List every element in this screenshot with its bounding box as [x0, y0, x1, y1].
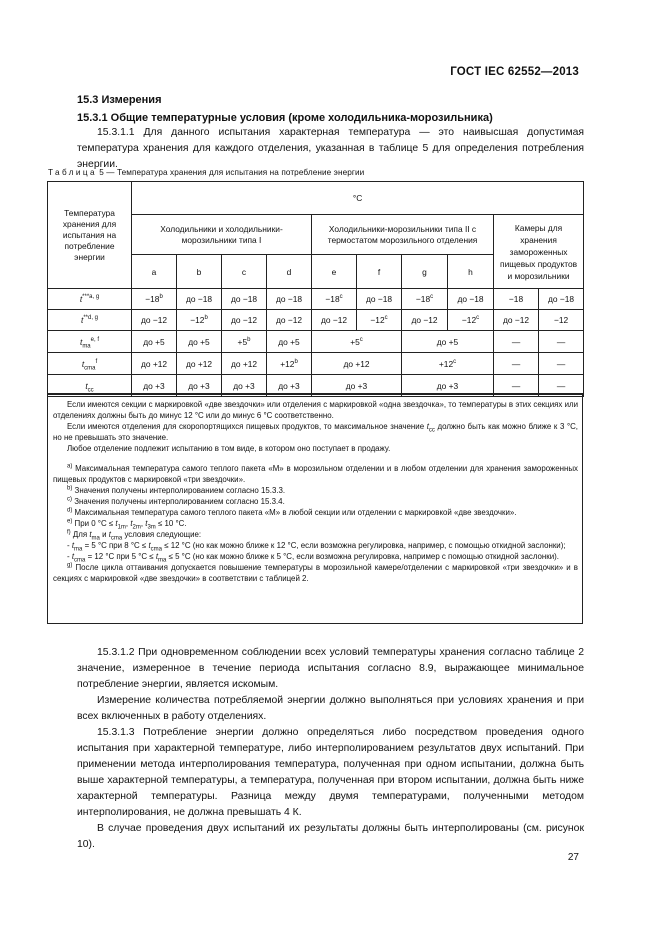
cell: $+5^c$: [312, 331, 402, 353]
note: Если имеются отделения для скоропортящихся пищевых продуктов, то максимальное значение $t_{cc}$ должно быть как можно ближе к 3 °С, но не превышать это значение.: [53, 422, 579, 442]
section-title: 15.3 Измерения: [77, 94, 162, 106]
cell: до −12: [267, 310, 312, 331]
storage-temperature-table: [47, 181, 584, 397]
table-row: [48, 353, 584, 375]
cell: —: [539, 375, 584, 397]
footnote-d: $^{d)}$ Максимальная температура самого теплого пакета «М» в любой секции или отделении с маркировкой «две звездочки».: [67, 507, 517, 517]
footnote-a: $^{a)}$ Максимальная температура самого теплого пакета «М» в морозильном отделении и в любом отделении для хранения замороженных пищевых продуктов с маркировкой «три звездочки».: [53, 463, 579, 484]
footnote-f-2: - $t_{cma} = 12$ °С при 5 $^\circ С \le t_{ma} \le 5$ °С (но как можно ближе к 5 °С, если возможна регулировка, например с помощью откидной заслонки).: [67, 552, 559, 564]
note: Если имеются секции с маркировкой «две звездочки» или отделения с маркировкой «одна звездочка», то температуры в этих секциях или отделениях должны быть до минус 12 °С или до минус 6 °С соответственно.: [53, 400, 578, 420]
cell: до −18: [357, 289, 402, 310]
body-text: [77, 645, 584, 853]
paragraph: 15.3.1.3 Потребление энергии должно определяться либо посредством проведения одного испытания при характерной температуре, либо интерполированием результатов двух испытаний. При применении метода интерполирования температура, полученная при одном испытании, должна быть выше характерной температуры, а температура, полученная при втором испытании, должна быть ниже характерной температуры. Разница между двумя температурами, полученными методом интерполирования, не должна превышать 4 К.: [77, 727, 584, 818]
cell: до −12: [132, 310, 177, 331]
cell: до +5: [132, 331, 177, 353]
cell: до −12: [312, 310, 357, 331]
cell: до +3: [312, 375, 402, 397]
cell: до +3: [402, 375, 494, 397]
col-g: g: [402, 255, 448, 289]
cell: до −18: [267, 289, 312, 310]
cell: $-12^b$: [177, 310, 222, 331]
group-type2: Холодильники-морозильники типа II с термостатом морозильного отделения: [312, 215, 494, 255]
cell: до −18: [222, 289, 267, 310]
cell: $-18^c$: [402, 289, 448, 310]
cell: до +12: [312, 353, 402, 375]
footnote-b: $^{b)}$ Значения получены интерполированием согласно 15.3.3.: [67, 485, 286, 495]
cell: до +5: [177, 331, 222, 353]
row-label: $t_{cma}^f$: [48, 353, 132, 375]
cell: до −12: [402, 310, 448, 331]
caption-text: 5 — Температура хранения для испытания на потребление энергии: [99, 168, 365, 177]
col-b: b: [177, 255, 222, 289]
row-label: $t^{***a, g}$: [48, 289, 132, 310]
cell: $-12^c$: [357, 310, 402, 331]
col-a: a: [132, 255, 177, 289]
cell: до +5: [267, 331, 312, 353]
note: Любое отделение подлежит испытанию в том виде, в котором оно поступает в продажу.: [67, 444, 391, 453]
caption-word: Таблица: [48, 168, 97, 177]
cell: —: [494, 353, 539, 375]
cell: до −12: [222, 310, 267, 331]
cell: $+12^c$: [402, 353, 494, 375]
footnote-e: $^{e)}$ При 0 $^\circ С \le t_{1m}$, $t_{2m}$, $t_{3m} \le 10$ °С.: [67, 518, 187, 531]
cell: до +3: [177, 375, 222, 397]
table-caption: [48, 168, 364, 177]
cell: до +5: [402, 331, 494, 353]
col-c: c: [222, 255, 267, 289]
cell: $+5^b$: [222, 331, 267, 353]
cell: до +12: [132, 353, 177, 375]
standard-header: ГОСТ IEC 62552—2013: [450, 66, 579, 78]
cell: —: [539, 331, 584, 353]
unit-cell: °С: [132, 182, 584, 215]
cell: −12: [539, 310, 584, 331]
group-freezers: Камеры для хранения замороженных пищевых продуктов и морозильники: [494, 215, 584, 289]
row-header-cell: Температура хранения для испытания на потребление энергии: [48, 182, 132, 289]
page-number: 27: [567, 852, 579, 863]
col-f: f: [357, 255, 402, 289]
cell: $+12^b$: [267, 353, 312, 375]
table-row: [48, 289, 584, 310]
footnote-g: $^{g)}$ После цикла оттаивания допускается повышение температуры в морозильной камере/отделении с маркировкой «три звездочки» и в секциях с маркировкой «две звездочки» в соответствии с таблицей 2.: [53, 562, 578, 583]
cell: до +3: [132, 375, 177, 397]
footnote-c: $^{c)}$ Значения получены интерполированием согласно 15.3.4.: [67, 496, 285, 506]
subsection-title: 15.3.1 Общие температурные условия (кроме холодильника-морозильника): [77, 112, 493, 124]
cell: —: [539, 353, 584, 375]
row-label: $t_{cc}$: [48, 375, 132, 397]
group-type1: Холодильники и холодильники-морозильники типа I: [132, 215, 312, 255]
col-h: h: [448, 255, 494, 289]
cell: $-18^b$: [132, 289, 177, 310]
paragraph: Измерение количества потребляемой энергии должно выполняться при условиях хранения и при всех включенных в работу отделениях.: [77, 695, 584, 722]
cell: −18: [494, 289, 539, 310]
table-row: [48, 310, 584, 331]
footnote-f: $^{f)}$ Для $t_{ma}$ и $t_{cma}$ условия следующие:: [67, 529, 202, 542]
cell: —: [494, 331, 539, 353]
paragraph: В случае проведения двух испытаний их результаты должны быть интерполированы (см. рисунок 10).: [77, 823, 584, 850]
cell: до +12: [177, 353, 222, 375]
col-e: e: [312, 255, 357, 289]
row-label: $t^{**d, g}$: [48, 310, 132, 331]
intro-text: 15.3.1.1 Для данного испытания характерная температура — это наивысшая допустимая температура хранения для каждого отделения, указанная в таблице 5 для определения потребления энергии.: [77, 127, 584, 170]
cell: до +12: [222, 353, 267, 375]
cell: до +3: [267, 375, 312, 397]
footnote-f-1: - $t_{ma} = 5$ °С при 8 $^\circ С \le t_{cma} \le 12$ °С (но как можно ближе к 12 °С, если возможна регулировка, например, с помощью откидной заслонки);: [67, 541, 566, 553]
intro-paragraph: [77, 125, 584, 173]
cell: до −18: [448, 289, 494, 310]
cell: $-18^c$: [312, 289, 357, 310]
cell: до −18: [539, 289, 584, 310]
cell: $-12^c$: [448, 310, 494, 331]
cell: —: [494, 375, 539, 397]
table-row: [48, 331, 584, 353]
row-label: $t_{ma}^{e, f}$: [48, 331, 132, 353]
cell: до −18: [177, 289, 222, 310]
cell: до −12: [494, 310, 539, 331]
cell: до +3: [222, 375, 267, 397]
table-notes: [47, 393, 583, 624]
col-d: d: [267, 255, 312, 289]
paragraph: 15.3.1.2 При одновременном соблюдении всех условий температуры хранения согласно таблице 2 значение, измеренное в течение периода испытания согласно 8.9, выражающее минимальное потребление энергии, является искомым.: [77, 647, 584, 690]
